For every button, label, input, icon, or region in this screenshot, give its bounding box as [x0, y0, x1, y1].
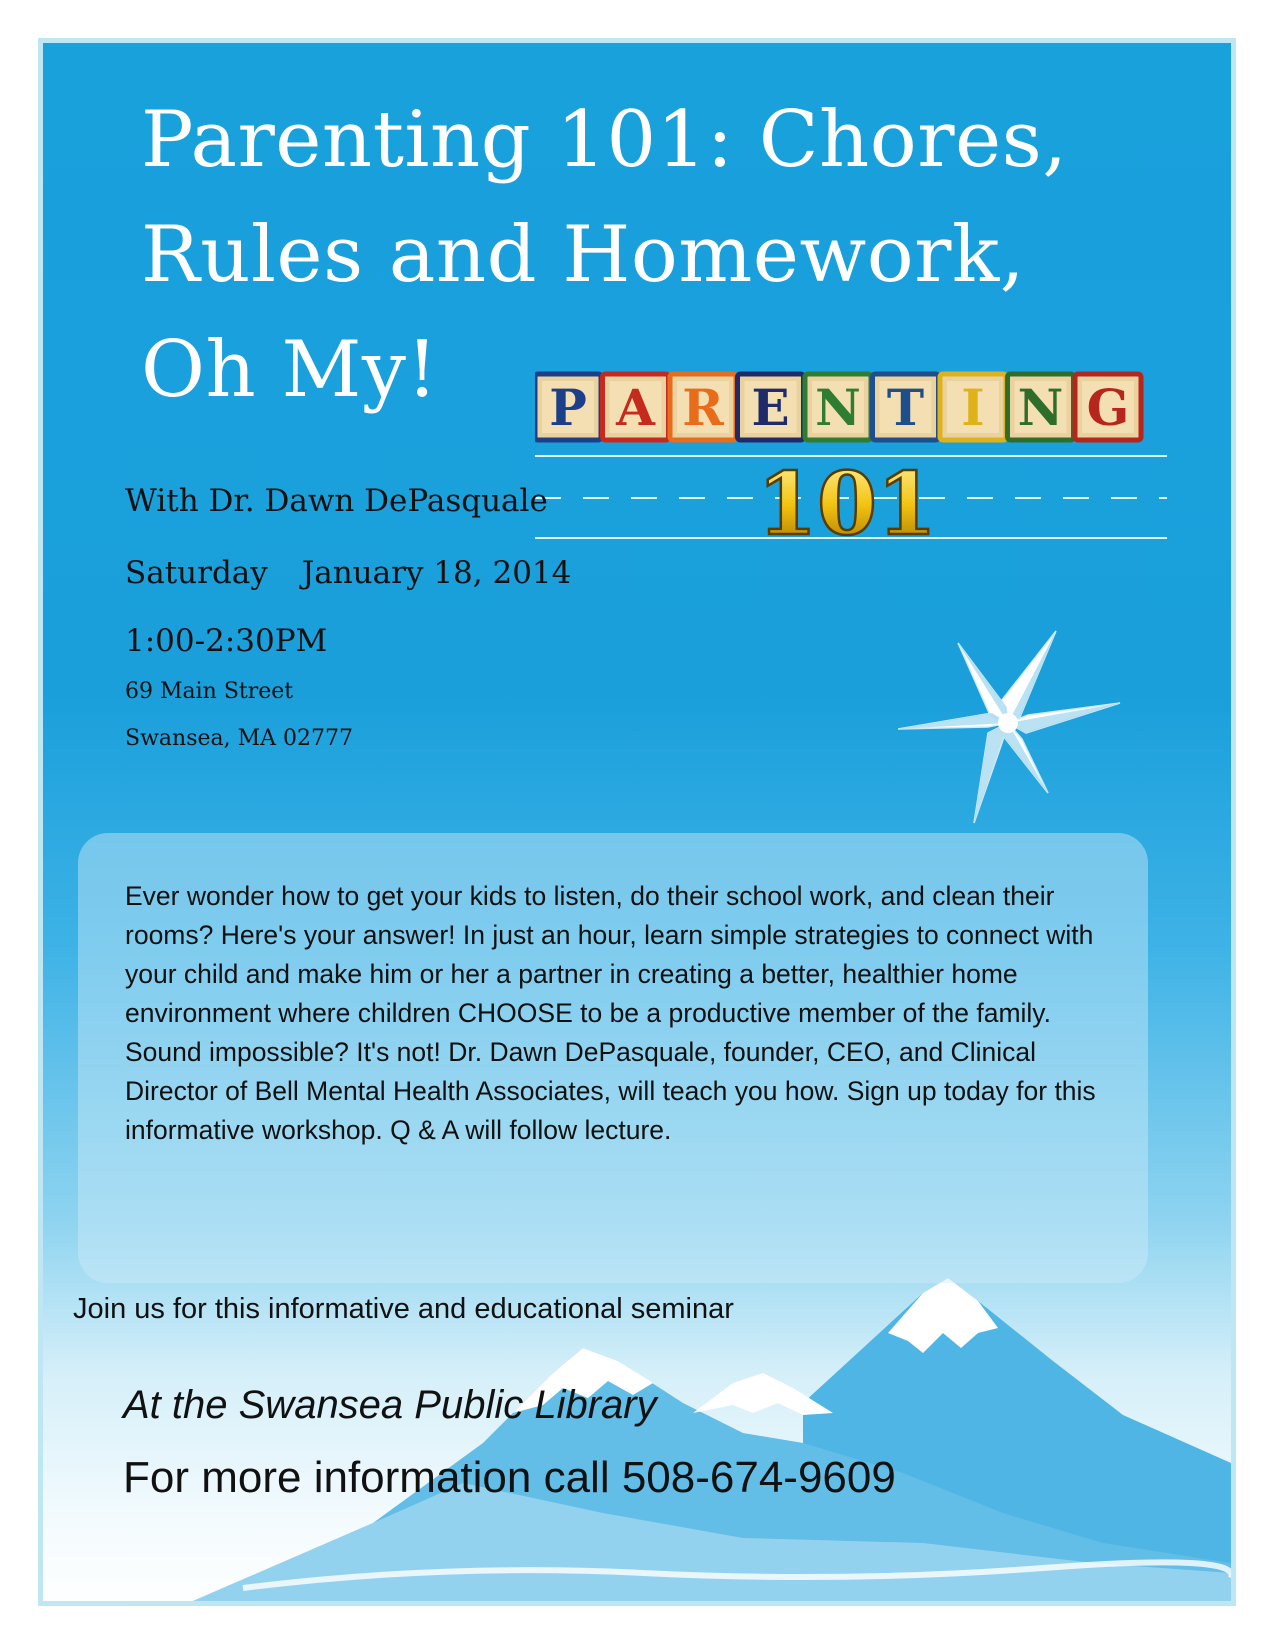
event-description: Ever wonder how to get your kids to listen, do their school work, and clean their rooms? Here's your answer! In just an hour, learn simple strategies to connect with your child and make him or her a partner in creating a better, healthier home environment where children CHOOSE to be a productive member of the family. Sound impossible? It's not! Dr. Dawn DePasquale, founder, CEO, and Clinical Director of Bell Mental Health Associates, will teach you how. Sign up today for this informative workshop. Q & A will follow lecture.	[125, 881, 1096, 1145]
logo-block-letter: R	[682, 378, 724, 437]
snowflake-star-icon	[898, 628, 1133, 828]
event-time: 1:00-2:30PM	[125, 623, 328, 659]
contact-prefix: For more information call	[123, 1453, 622, 1502]
phone-number: 508-674-9609	[621, 1453, 896, 1502]
logo-block-6	[873, 374, 939, 440]
contact-line	[123, 1453, 896, 1503]
logo-block-9	[1075, 374, 1141, 440]
event-day: Saturday	[125, 555, 268, 591]
logo-block-letter: G	[1086, 378, 1130, 437]
event-city: Swansea, MA 02777	[125, 726, 353, 751]
event-date-value: January 18, 2014	[301, 555, 572, 591]
logo-block-8	[1008, 374, 1074, 440]
parenting-101-logo	[535, 348, 1185, 578]
event-date	[125, 555, 571, 591]
join-invitation: Join us for this informative and educational seminar	[73, 1293, 734, 1325]
logo-block-letter: I	[961, 378, 985, 437]
logo-block-letter: P	[549, 378, 587, 437]
logo-block-2	[603, 374, 669, 440]
logo-block-7	[940, 374, 1006, 440]
logo-block-letter: N	[815, 378, 861, 437]
description-panel	[78, 833, 1148, 1283]
logo-block-4	[738, 374, 804, 440]
title-line-2: Rules and Homework,	[141, 210, 1026, 300]
title-line-1: Parenting 101: Chores,	[141, 95, 1068, 185]
logo-block-3	[670, 374, 736, 440]
logo-block-letter: E	[751, 378, 790, 437]
presenter: With Dr. Dawn DePasquale	[125, 483, 548, 519]
logo-number: 101	[757, 454, 937, 555]
logo-block-letter: A	[616, 378, 655, 437]
logo-block-letter: N	[1017, 378, 1064, 437]
event-street: 69 Main Street	[125, 679, 294, 704]
title-line-3: Oh My!	[141, 325, 439, 415]
flyer	[38, 38, 1236, 1606]
logo-block-5	[805, 374, 871, 440]
logo-block-1	[535, 374, 601, 440]
logo-block-letter: T	[886, 378, 925, 437]
venue: At the Swansea Public Library	[123, 1383, 657, 1427]
